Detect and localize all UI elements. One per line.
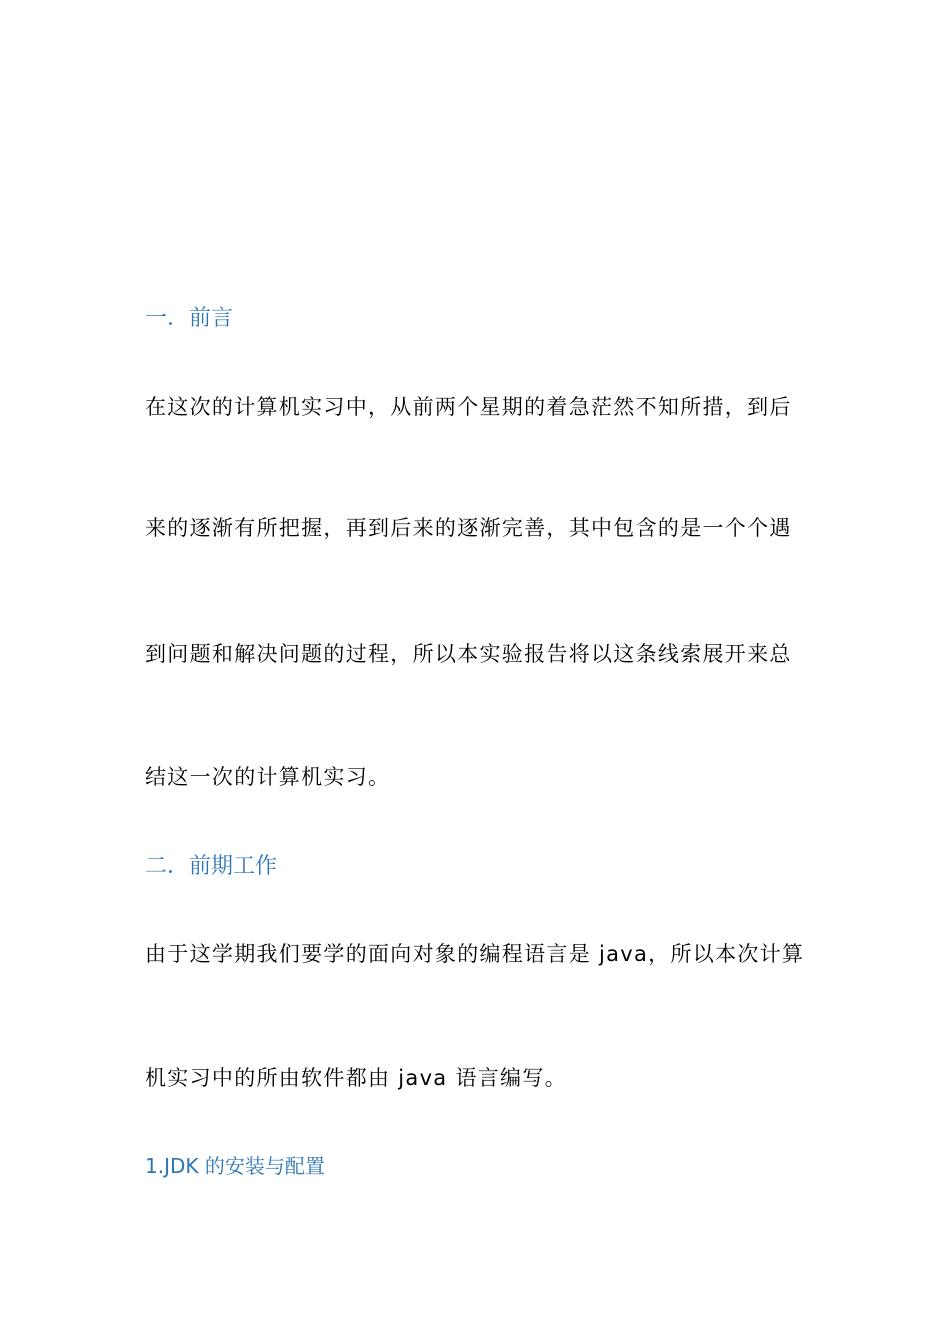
section-heading-prework: 二．前期工作: [145, 854, 278, 879]
subsection-heading-jdk: 1.JDK 的安装与配置: [145, 1154, 325, 1178]
preface-line-3: 到问题和解决问题的过程，所以本实验报告将以这条线索展开来总: [145, 642, 792, 666]
preface-line-1: 在这次的计算机实习中，从前两个星期的着急茫然不知所措，到后: [145, 395, 792, 419]
section-heading-preface: 一．前言: [145, 306, 234, 331]
preface-line-4: 结这一次的计算机实习。: [145, 765, 391, 789]
preface-line-2: 来的逐渐有所把握，再到后来的逐渐完善，其中包含的是一个个遇: [145, 516, 792, 540]
prework-line-1: 由于这学期我们要学的面向对象的编程语言是 java，所以本次计算: [145, 942, 805, 966]
prework-line-2: 机实习中的所由软件都由 java 语言编写。: [145, 1066, 567, 1090]
